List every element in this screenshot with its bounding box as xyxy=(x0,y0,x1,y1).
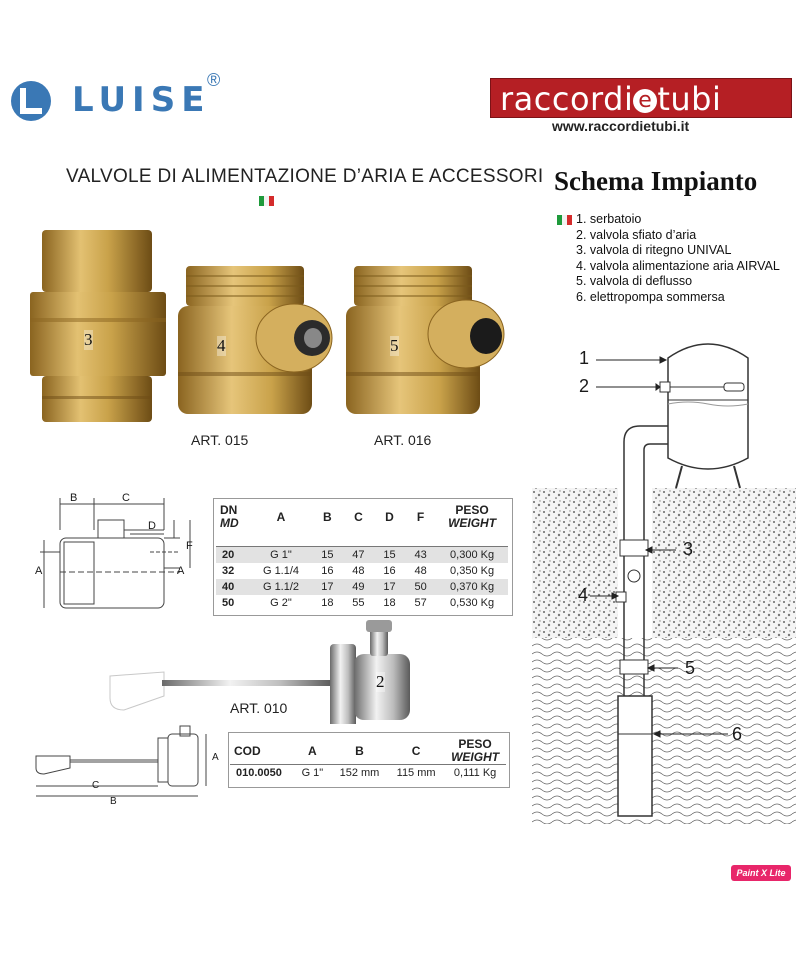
cell: 15 xyxy=(312,547,343,564)
dim-label-c: C xyxy=(92,780,100,791)
cell: 48 xyxy=(414,565,427,577)
dimension-table xyxy=(216,504,508,611)
raccordietubi-logo-text: raccordi e tubi xyxy=(500,80,722,118)
cell: 48 xyxy=(352,565,365,577)
col-peso: PESO xyxy=(458,737,492,751)
callout-1: 1 xyxy=(579,348,590,368)
registered-mark: ® xyxy=(207,70,221,90)
paint-x-lite-badge: Paint X Lite xyxy=(731,865,791,881)
col-c: C xyxy=(411,744,421,758)
cell: 010.0050 xyxy=(236,767,282,779)
col-f: F xyxy=(416,510,425,524)
product-number-5: 5 xyxy=(390,336,399,355)
cell: 18 xyxy=(383,597,396,609)
col-dn: DN xyxy=(220,503,238,517)
legend-item: 6. elettropompa sommersa xyxy=(576,289,725,304)
cell: 0,111 Kg xyxy=(453,767,497,779)
cell: 17 xyxy=(312,579,343,595)
dim-label-a: A xyxy=(177,565,185,577)
cell: 32 xyxy=(222,565,235,577)
legend-item: 2. valvola sfiato d’aria xyxy=(576,227,697,242)
legend-item: 5. valvola di deflusso xyxy=(576,274,693,288)
col-a: A xyxy=(308,744,317,758)
col-c: C xyxy=(354,510,363,524)
dim-label-a: A xyxy=(35,565,43,577)
callout-3: 3 xyxy=(683,539,694,559)
schema-title: Schema Impianto xyxy=(554,166,758,196)
product-number-4: 4 xyxy=(217,336,226,355)
dim-label-b: B xyxy=(70,492,78,504)
cell: G 1.1/2 xyxy=(250,579,312,595)
cell: 47 xyxy=(343,547,374,564)
dim-label-a: A xyxy=(212,752,219,763)
cell: 115 mm xyxy=(396,767,436,779)
dim-label-b: B xyxy=(110,796,117,807)
air-valve-016-photo xyxy=(344,262,506,422)
table-header-row xyxy=(230,738,506,765)
callout-6: 6 xyxy=(732,724,743,744)
callout-5: 5 xyxy=(685,658,696,678)
col-md: MD xyxy=(220,516,239,530)
cell: 49 xyxy=(343,579,374,595)
air-valve-015-photo xyxy=(176,262,338,422)
cell: 0,300 Kg xyxy=(436,547,508,564)
callout-2: 2 xyxy=(579,376,590,396)
dim-label-c: C xyxy=(122,492,130,504)
cell: G 2" xyxy=(270,597,292,609)
cell: 16 xyxy=(321,565,334,577)
table-row xyxy=(216,547,508,564)
cell: 16 xyxy=(383,565,396,577)
cell: 57 xyxy=(414,597,427,609)
col-a: A xyxy=(276,510,286,524)
col-weight: WEIGHT xyxy=(448,516,497,530)
luise-logo-text: LUISE xyxy=(72,80,211,120)
product-number-3: 3 xyxy=(84,330,93,349)
cell: G 1" xyxy=(301,767,324,779)
cell: 55 xyxy=(352,597,365,609)
art-016-label: ART. 016 xyxy=(374,432,432,448)
legend-item: 4. valvola alimentazione aria AIRVAL xyxy=(576,258,780,273)
cell: 18 xyxy=(321,597,334,609)
cell: 17 xyxy=(374,579,405,595)
cell: 15 xyxy=(374,547,405,564)
cell: 50 xyxy=(222,597,235,609)
table-header-row xyxy=(216,504,508,530)
cell: 0,370 Kg xyxy=(436,579,508,595)
col-b: B xyxy=(323,510,332,524)
table-row xyxy=(230,765,506,782)
cell: 0,530 Kg xyxy=(450,597,495,609)
dim-label-d: D xyxy=(148,520,156,532)
schema-legend xyxy=(576,212,780,305)
website-url[interactable]: www.raccordietubi.it xyxy=(552,118,690,134)
check-valve-photo xyxy=(28,226,168,426)
cell: 43 xyxy=(405,547,436,564)
legend-item: 3. valvola di ritegno UNIVAL xyxy=(576,243,732,257)
col-b: B xyxy=(355,744,364,758)
col-cod: COD xyxy=(234,744,261,758)
dim-label-f: F xyxy=(186,540,193,552)
col-d: D xyxy=(385,510,394,524)
cell: 50 xyxy=(405,579,436,595)
cell: 40 xyxy=(216,579,250,595)
table-row xyxy=(216,579,508,595)
valve-dimension-drawing xyxy=(30,490,210,620)
italy-flag-icon xyxy=(259,196,274,206)
cell: 152 mm xyxy=(339,767,380,779)
col-peso: PESO xyxy=(455,503,489,517)
cell: 20 xyxy=(216,547,250,564)
table-row xyxy=(216,563,508,579)
float-valve-dimension-drawing xyxy=(30,724,220,806)
callout-4: 4 xyxy=(578,585,589,605)
cell: G 1.1/4 xyxy=(262,565,300,577)
art-010-label: ART. 010 xyxy=(230,700,288,716)
col-weight: WEIGHT xyxy=(451,750,500,764)
installation-schema-diagram xyxy=(532,330,796,824)
cell: G 1" xyxy=(250,547,312,564)
page-title: VALVOLE DI ALIMENTAZIONE D’ARIA E ACCESSORI xyxy=(66,166,544,187)
legend-item: 1. serbatoio xyxy=(576,212,642,226)
art-015-label: ART. 015 xyxy=(191,432,249,448)
italy-flag-icon xyxy=(557,215,572,225)
cell: 0,350 Kg xyxy=(450,565,495,577)
table-row xyxy=(216,595,508,611)
float-valve-table xyxy=(230,738,506,781)
product-number-2: 2 xyxy=(376,672,385,691)
